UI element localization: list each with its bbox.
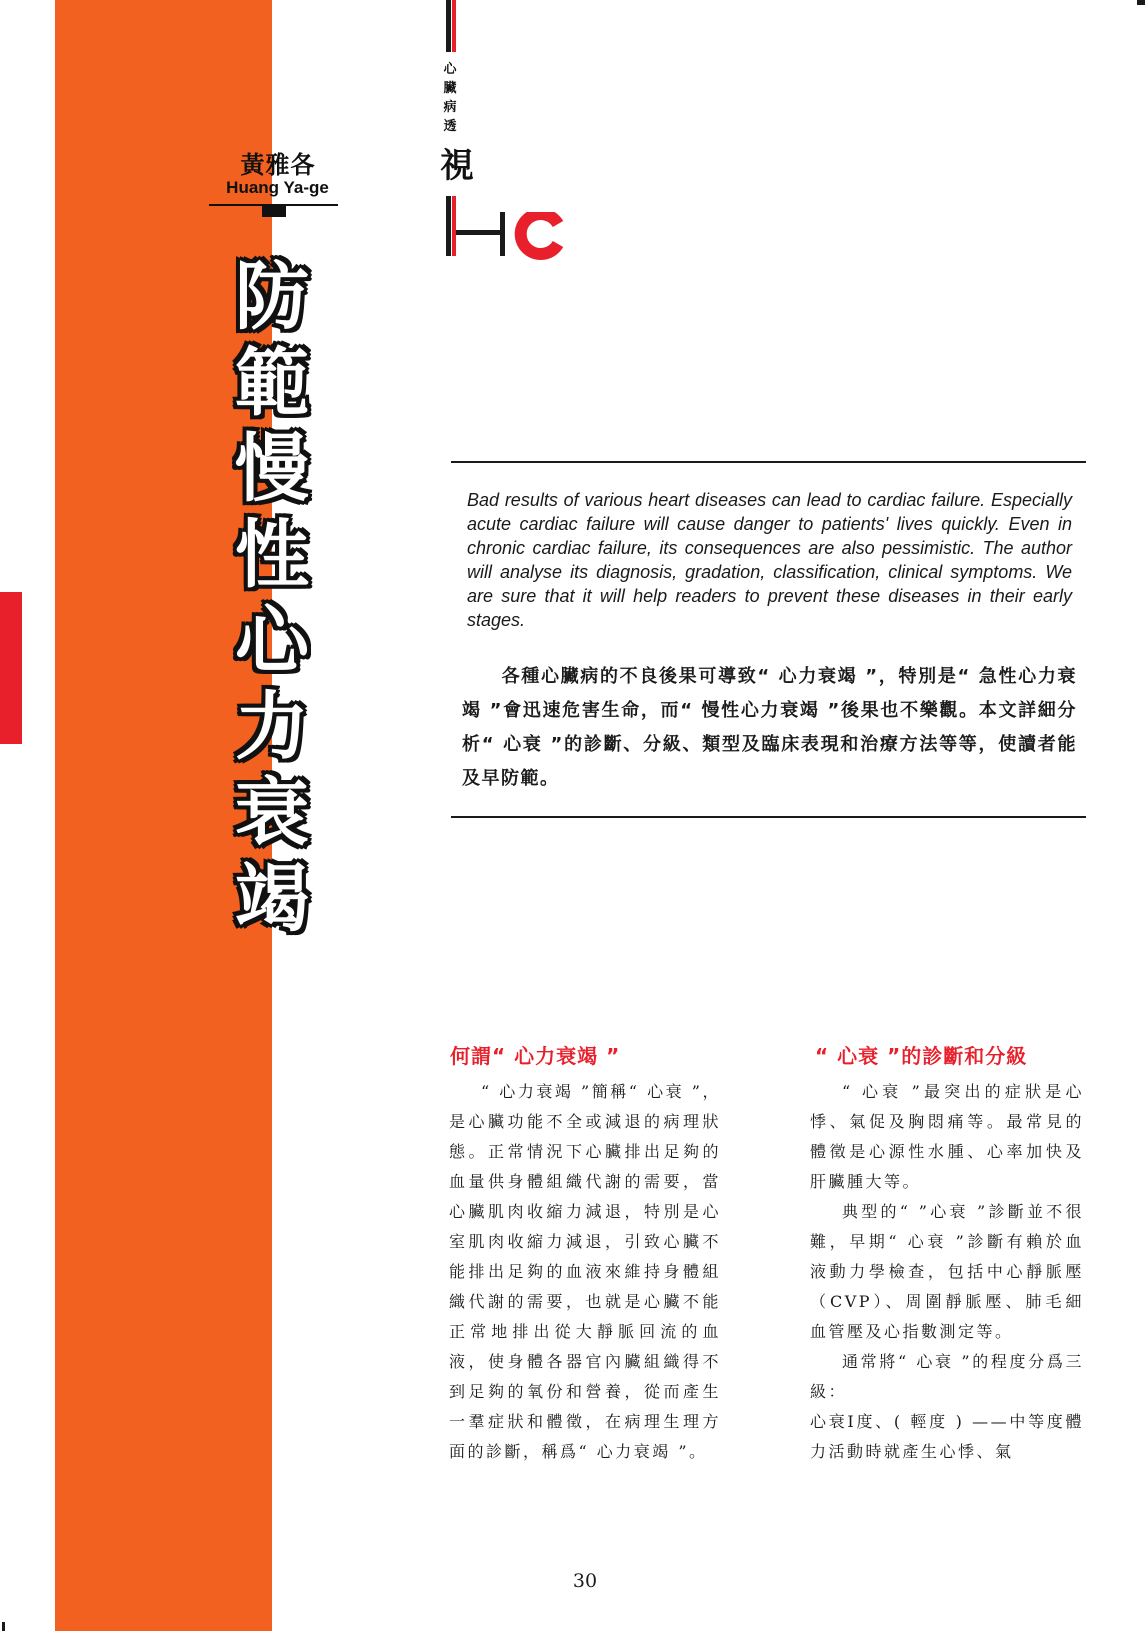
abstract-english: Bad results of various heart diseases can lead to cardiac failure. Especially acute cardiac failure will cause danger to patients' lives quickly. Even in chronic cardiac failure, its consequences are also pessimistic. The author will analyse its diagnosis, gradation, classification, clinical symptoms. We are sure that it will help readers to prevent these diseases in their early stages. <box>467 490 1072 630</box>
top-rule <box>451 461 1086 463</box>
title-char: 範 <box>235 340 309 426</box>
column-label <box>440 60 460 136</box>
scan-edge-mark <box>2 1622 5 1631</box>
scan-edge-mark <box>1137 0 1145 5</box>
title-char: 慢 <box>235 426 309 512</box>
paragraph: 心衰I度、( 輕度 ) ——中等度體力活動時就產生心悸、氣 <box>810 1412 1084 1461</box>
title-char: 衰 <box>235 770 309 856</box>
section-heading-left: 何謂“ 心力衰竭 ” <box>450 1044 621 1068</box>
bottom-rule <box>451 816 1086 818</box>
title-char: 防 <box>235 254 309 340</box>
title-char: 心 <box>235 598 309 684</box>
column-label-big: 視 <box>440 146 474 186</box>
section-heading-right: “ 心衰 ”的診斷和分級 <box>815 1044 1028 1068</box>
author-marker-block <box>262 206 286 217</box>
column-label-char: 透 <box>443 119 457 134</box>
paragraph: 通常將“ 心衰 ”的程度分爲三級： <box>810 1352 1084 1401</box>
author-name-english: Huang Ya-ge <box>226 178 329 197</box>
column-label-char: 病 <box>443 100 457 115</box>
column-logo-bar-red <box>452 0 456 52</box>
column-label-char: 心 <box>443 62 457 77</box>
paragraph: “ 心力衰竭 ”簡稱“ 心衰 ”，是心臟功能不全或減退的病理狀態。正常情況下心臟排出足夠的血量供身體組織代謝的需要，當心臟肌肉收縮力減退，特別是心室肌肉收縮力減退，引致心臟不能排出足夠的血液來維持身體組織代謝的需要，也就是心臟不能正常地排出從大靜脈回流的血液，使身體各器官內臟組織得不到足夠的氧份和營養，從而產生一羣症狀和體徵，在病理生理方面的診斷，稱爲“ 心力衰竭 ”。 <box>449 1082 721 1461</box>
body-column-left <box>449 1077 721 1467</box>
page-number: 30 <box>572 1570 598 1592</box>
abstract-chinese: 各種心臟病的不良後果可導致“ 心力衰竭 ”，特別是“ 急性心力衰竭 ”會迅速危害生命，而“ 慢性心力衰竭 ”後果也不樂觀。本文詳細分析“ 心衰 ”的診斷、分級、類型及臨床表現和治療方法等等，使讀者能及早防範。 <box>462 666 1077 789</box>
title-char: 力 <box>235 684 309 770</box>
column-logo-bar <box>446 0 451 52</box>
title-char: 竭 <box>235 856 309 942</box>
title-char: 性 <box>235 512 309 598</box>
paragraph: 典型的“ ”心衰 ”診斷並不很難，早期“ 心衰 ”診斷有賴於血液動力學檢查，包括中心靜脈壓（CVP）、周圍靜脈壓、肺毛細血管壓及心指數測定等。 <box>810 1202 1084 1341</box>
body-column-right <box>810 1077 1084 1467</box>
author-name-chinese: 黃雅各 <box>240 151 316 179</box>
red-edge-tab <box>0 592 22 744</box>
paragraph: “ 心衰 ”最突出的症狀是心悸、氣促及胸悶痛等。最常見的體徵是心源性水腫、心率加快及肝臟腫大等。 <box>810 1082 1084 1191</box>
column-label-char: 臟 <box>443 81 457 96</box>
hc-logo-icon <box>446 212 566 262</box>
article-title <box>222 254 322 942</box>
